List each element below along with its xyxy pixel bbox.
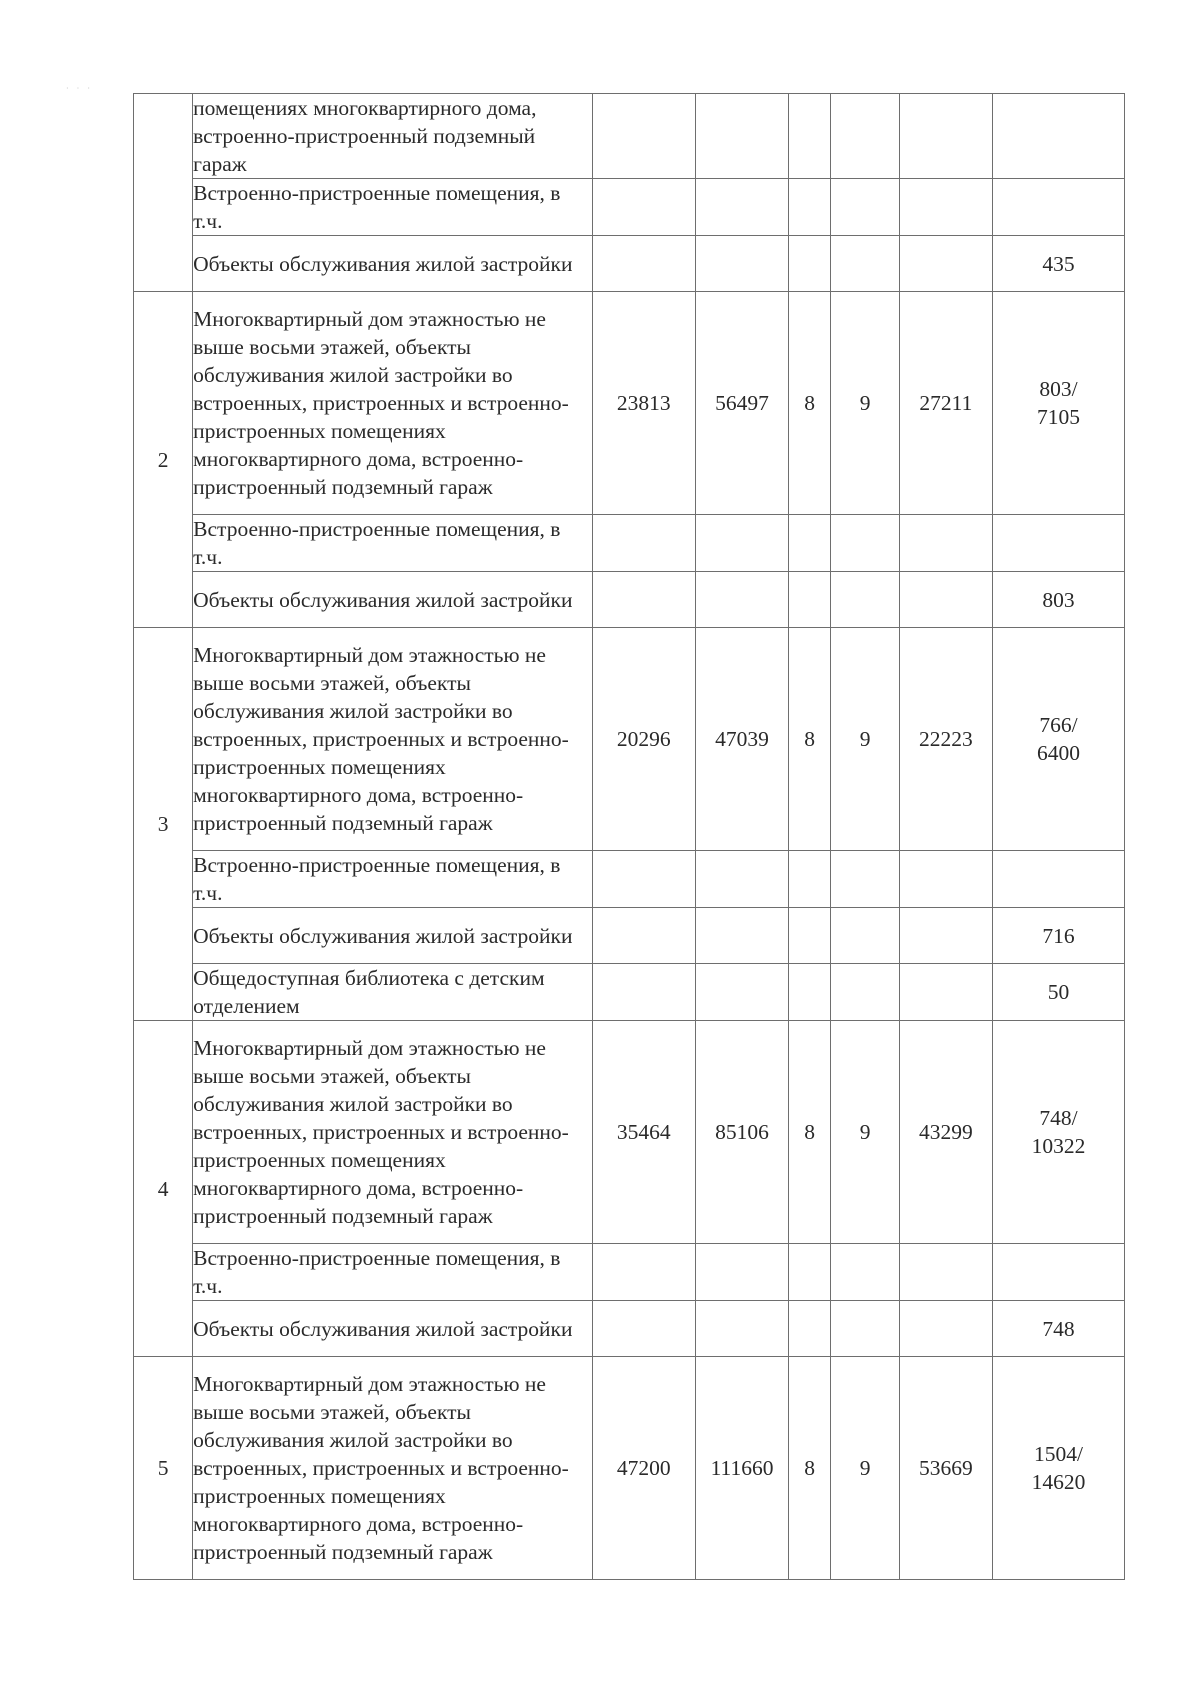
table-row (134, 851, 1125, 908)
table-row (134, 628, 1125, 851)
area-cell (992, 94, 1124, 179)
description-cell: Многоквартирный дом этажностью не выше восьми этажей, объекты обслуживания жилой застройки во встроенных, пристроенных и встроенно-пристроенных помещениях многоквартирного дома, встроенно-пристроенный подземный гараж (193, 1021, 592, 1244)
value-cell: 20296 (592, 628, 696, 851)
area-cell (992, 515, 1124, 572)
value-cell: 27211 (899, 292, 992, 515)
value-cell: 8 (789, 292, 831, 515)
area-value-bottom: 14620 (1031, 1470, 1086, 1494)
area-value-bottom: 7105 (1036, 405, 1080, 429)
area-cell: 435 (992, 236, 1124, 292)
value-cell: 8 (789, 1021, 831, 1244)
value-cell (789, 851, 831, 908)
value-cell (899, 908, 992, 964)
value-cell (592, 179, 696, 236)
value-cell (696, 908, 789, 964)
value-cell (899, 515, 992, 572)
area-value-top: 748/ (1039, 1106, 1078, 1130)
value-cell (592, 515, 696, 572)
value-cell (592, 851, 696, 908)
value-cell (696, 236, 789, 292)
table-row (134, 179, 1125, 236)
value-cell (831, 572, 900, 628)
description-cell: Встроенно-пристроенные помещения, в т.ч. (193, 851, 592, 908)
value-cell: 47039 (696, 628, 789, 851)
area-value-top: 766/ (1039, 713, 1078, 737)
row-number-cell: 4 (134, 1021, 193, 1357)
value-cell (696, 851, 789, 908)
value-cell (899, 572, 992, 628)
description-cell: Встроенно-пристроенные помещения, в т.ч. (193, 515, 592, 572)
area-cell (992, 851, 1124, 908)
description-cell: Объекты обслуживания жилой застройки (193, 908, 592, 964)
value-cell (592, 94, 696, 179)
value-cell (696, 94, 789, 179)
value-cell: 9 (831, 628, 900, 851)
value-cell (789, 236, 831, 292)
description-cell: Объекты обслуживания жилой застройки (193, 1301, 592, 1357)
table-row (134, 964, 1125, 1021)
value-cell: 9 (831, 292, 900, 515)
table-row (134, 94, 1125, 179)
value-cell: 35464 (592, 1021, 696, 1244)
table-row (134, 1357, 1125, 1580)
value-cell (592, 964, 696, 1021)
value-cell (899, 851, 992, 908)
value-cell: 9 (831, 1021, 900, 1244)
value-cell: 8 (789, 628, 831, 851)
value-cell: 22223 (899, 628, 992, 851)
value-cell (899, 1301, 992, 1357)
value-cell (831, 1244, 900, 1301)
area-value-bottom: 6400 (1036, 741, 1080, 765)
value-cell (592, 236, 696, 292)
value-cell (831, 236, 900, 292)
description-cell: Общедоступная библиотека с детским отделением (193, 964, 592, 1021)
area-cell: 748 (992, 1301, 1124, 1357)
table-row (134, 908, 1125, 964)
value-cell (831, 179, 900, 236)
value-cell (899, 94, 992, 179)
area-value-top: 803/ (1039, 377, 1078, 401)
value-cell (789, 94, 831, 179)
area-cell (992, 628, 1124, 851)
row-number-cell: 2 (134, 292, 193, 628)
value-cell: 47200 (592, 1357, 696, 1580)
value-cell (696, 515, 789, 572)
value-cell (789, 179, 831, 236)
row-number-cell: 3 (134, 628, 193, 1021)
area-value-bottom: 10322 (1031, 1134, 1086, 1158)
table-row (134, 236, 1125, 292)
table-row (134, 292, 1125, 515)
value-cell (696, 964, 789, 1021)
area-cell: 803 (992, 572, 1124, 628)
table-row (134, 1021, 1125, 1244)
value-cell (696, 1301, 789, 1357)
description-cell: Объекты обслуживания жилой застройки (193, 236, 592, 292)
value-cell (789, 572, 831, 628)
description-cell: Многоквартирный дом этажностью не выше восьми этажей, объекты обслуживания жилой застройки во встроенных, пристроенных и встроенно-пристроенных помещениях многоквартирного дома, встроенно-пристроенный подземный гараж (193, 1357, 592, 1580)
value-cell (899, 964, 992, 1021)
value-cell: 23813 (592, 292, 696, 515)
value-cell: 85106 (696, 1021, 789, 1244)
value-cell (696, 1244, 789, 1301)
value-cell (831, 851, 900, 908)
value-cell (592, 1244, 696, 1301)
area-value-top: 1504/ (1033, 1442, 1083, 1466)
row-number-cell: 5 (134, 1357, 193, 1580)
description-cell: Многоквартирный дом этажностью не выше восьми этажей, объекты обслуживания жилой застройки во встроенных, пристроенных и встроенно-пристроенных помещениях многоквартирного дома, встроенно-пристроенный подземный гараж (193, 292, 592, 515)
area-cell: 716 (992, 908, 1124, 964)
value-cell (789, 908, 831, 964)
value-cell (696, 572, 789, 628)
value-cell: 43299 (899, 1021, 992, 1244)
scan-artifact: · · · (66, 84, 93, 93)
description-cell: Встроенно-пристроенные помещения, в т.ч. (193, 179, 592, 236)
area-cell (992, 292, 1124, 515)
description-cell: Встроенно-пристроенные помещения, в т.ч. (193, 1244, 592, 1301)
value-cell (831, 1301, 900, 1357)
value-cell (592, 908, 696, 964)
value-cell: 111660 (696, 1357, 789, 1580)
value-cell (789, 1244, 831, 1301)
description-cell: Многоквартирный дом этажностью не выше восьми этажей, объекты обслуживания жилой застройки во встроенных, пристроенных и встроенно-пристроенных помещениях многоквартирного дома, встроенно-пристроенный подземный гараж (193, 628, 592, 851)
value-cell: 53669 (899, 1357, 992, 1580)
value-cell (592, 1301, 696, 1357)
description-cell: помещениях многоквартирного дома, встроенно-пристроенный подземный гараж (193, 94, 592, 179)
value-cell (831, 908, 900, 964)
value-cell (789, 1301, 831, 1357)
value-cell (831, 964, 900, 1021)
area-cell (992, 1021, 1124, 1244)
value-cell: 56497 (696, 292, 789, 515)
value-cell (831, 94, 900, 179)
value-cell: 8 (789, 1357, 831, 1580)
row-number-cell (134, 94, 193, 292)
description-cell: Объекты обслуживания жилой застройки (193, 572, 592, 628)
value-cell (696, 179, 789, 236)
area-cell: 50 (992, 964, 1124, 1021)
value-cell (899, 236, 992, 292)
parameters-table (133, 93, 1125, 1580)
area-cell (992, 1357, 1124, 1580)
value-cell (789, 964, 831, 1021)
value-cell (899, 179, 992, 236)
table-row (134, 572, 1125, 628)
area-cell (992, 1244, 1124, 1301)
table-row (134, 515, 1125, 572)
value-cell (899, 1244, 992, 1301)
value-cell: 9 (831, 1357, 900, 1580)
value-cell (592, 572, 696, 628)
table-row (134, 1244, 1125, 1301)
value-cell (831, 515, 900, 572)
table-row (134, 1301, 1125, 1357)
area-cell (992, 179, 1124, 236)
value-cell (789, 515, 831, 572)
